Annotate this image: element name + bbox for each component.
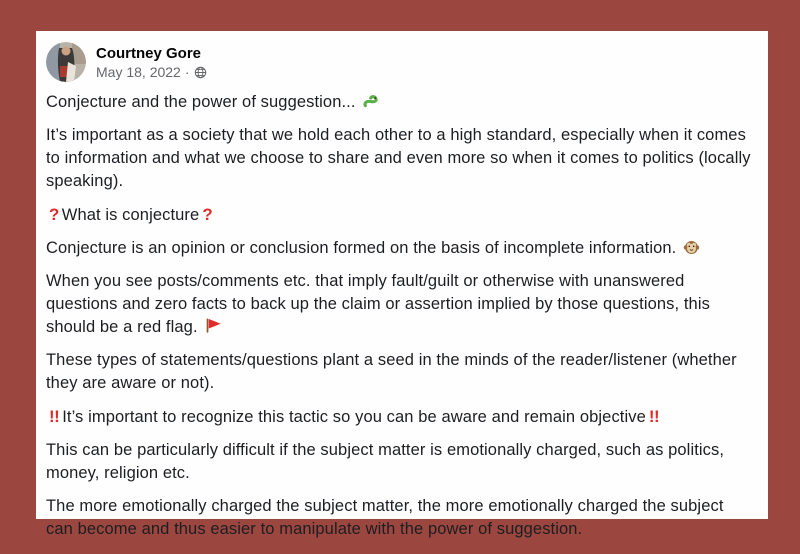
post-paragraph: Conjecture and the power of suggestion... <box>46 91 754 114</box>
post-paragraph: This can be particularly difficult if the subject matter is emotionally charged, such as politics, money, religion etc. <box>46 441 725 482</box>
post-date[interactable]: May 18, 2022 <box>96 63 181 80</box>
post-paragraph: The more emotionally charged the subject matter, the more emotionally charged the subject can become and thus easier to manipulate with the power of suggestion. <box>46 497 724 538</box>
red-flag-emoji <box>204 316 223 335</box>
double-exclamation-emoji: !! <box>648 407 660 426</box>
snake-emoji <box>362 91 381 110</box>
red-question-emoji: ? <box>49 205 59 224</box>
post-meta[interactable] <box>96 64 207 81</box>
post-paragraph: These types of statements/questions plant a seed in the minds of the reader/listener (whether they are aware or not). <box>46 351 737 392</box>
double-exclamation-emoji: !! <box>49 407 60 426</box>
avatar[interactable] <box>46 42 86 82</box>
globe-icon <box>194 66 207 79</box>
post-paragraph: ? What is conjecture ? <box>49 205 213 224</box>
monkey-emoji <box>683 239 700 256</box>
post-paragraph: !! It’s important to recognize this tactic so you can be aware and remain objective !! <box>49 407 660 426</box>
post-paragraph: When you see posts/comments etc. that imply fault/guilt or otherwise with unanswered questions and zero facts to back up the claim or assertion implied by those questions, this should be a red flag. <box>46 272 710 336</box>
post-paragraph: Conjecture is an opinion or conclusion formed on the basis of incomplete information. <box>46 237 754 260</box>
meta-separator: · <box>184 63 190 80</box>
header-text <box>96 44 207 81</box>
post-body <box>46 91 754 541</box>
post-header <box>46 42 754 82</box>
post-card <box>36 31 768 538</box>
author-name[interactable]: Courtney Gore <box>96 44 202 62</box>
red-question-emoji: ? <box>202 205 213 224</box>
post-paragraph: It’s important as a society that we hold each other to a high standard, especially when it comes to information and what we choose to share and even more so when it comes to politics (locally speaking). <box>46 126 751 190</box>
